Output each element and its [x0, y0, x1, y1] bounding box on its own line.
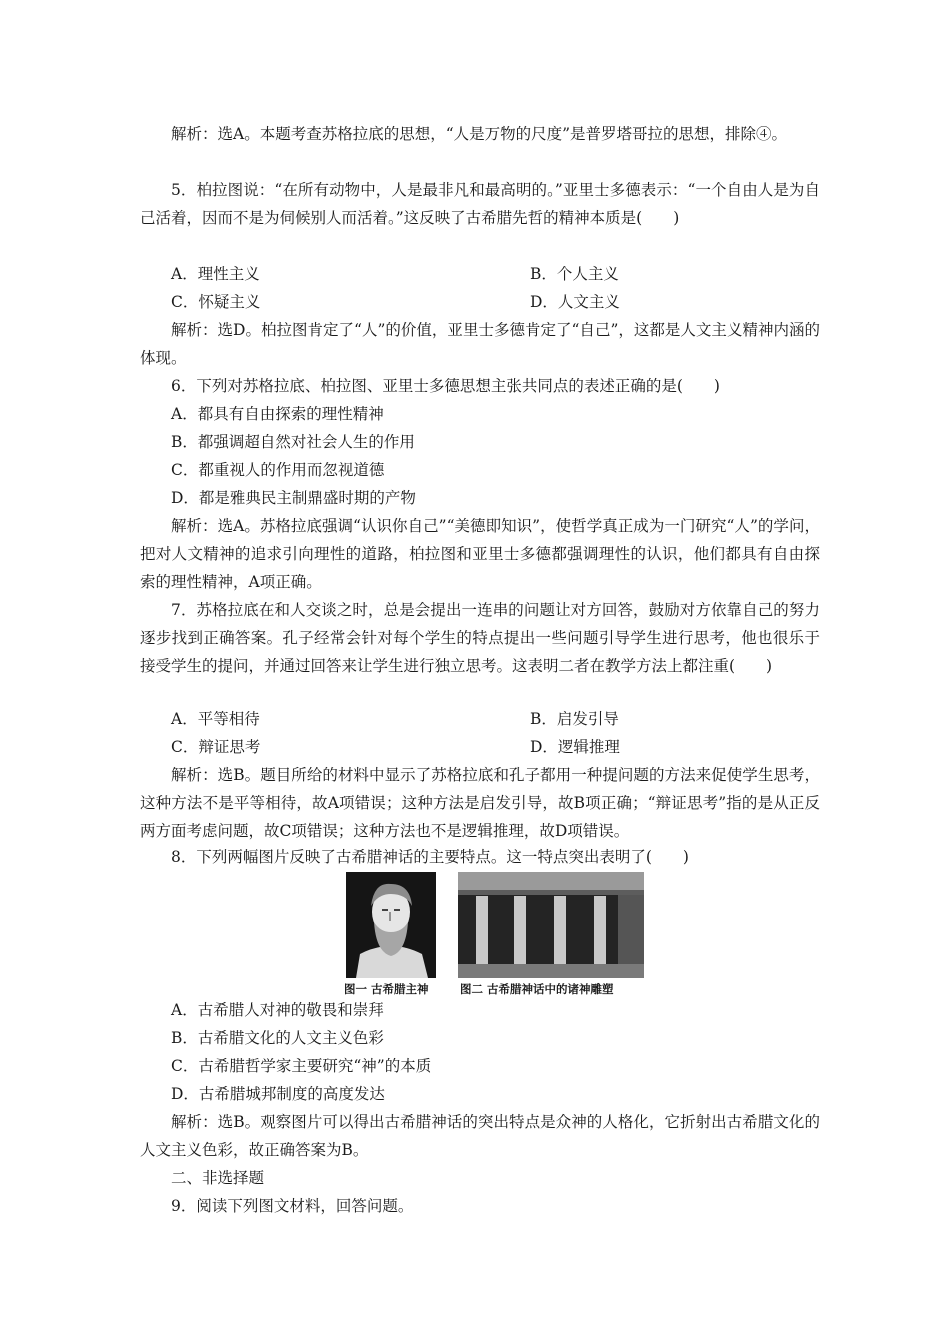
q6-option-b: B．都强调超自然对社会人生的作用: [171, 433, 415, 451]
q7-option-d: D．逻辑推理: [530, 738, 620, 756]
q5-option-c: C．怀疑主义: [171, 293, 261, 311]
caryatids-illustration: [458, 872, 644, 978]
q5-option-b: B．个人主义: [530, 265, 619, 283]
question-8: 8．下列两幅图片反映了古希腊神话的主要特点。这一特点突出表明了( ): [171, 848, 689, 866]
figure-2-caption: 图二 古希腊神话中的诸神雕塑: [460, 982, 614, 996]
q7-explanation: 解析：选B。题目所给的材料中显示了苏格拉底和孔子都用一种提问题的方法来促使学生思考，这种方法不是平等相待，故A项错误；这种方法是启发引导，故B项正确；“辩证思考”指的是从正反两方面考虑问题，故C项错误；这种方法也不是逻辑推理，故D项错误。: [140, 766, 820, 840]
zeus-bust-image: [346, 872, 436, 978]
q6-option-d: D．都是雅典民主制鼎盛时期的产物: [171, 489, 416, 507]
q7-option-a: A．平等相待: [171, 710, 260, 728]
question-7: 7．苏格拉底在和人交谈之时，总是会提出一连串的问题让对方回答，鼓励对方依靠自己的努力逐步找到正确答案。孔子经常会针对每个学生的特点提出一些问题引导学生进行思考，他也很乐于接受学生的提问，并通过回答来让学生进行独立思考。这表明二者在教学方法上都注重( ): [140, 601, 820, 675]
q6-option-a: A．都具有自由探索的理性精神: [171, 405, 384, 423]
question-6: 6．下列对苏格拉底、柏拉图、亚里士多德思想主张共同点的表述正确的是( ): [171, 377, 720, 395]
question-9: 9．阅读下列图文材料，回答问题。: [171, 1197, 414, 1215]
question-5: 5．柏拉图说：“在所有动物中，人是最非凡和最高明的。”亚里士多德表示：“一个自由人是为自己活着，因而不是为伺候别人而活着。”这反映了古希腊先哲的精神本质是( ): [140, 181, 820, 227]
q4-explanation: 解析：选A。本题考查苏格拉底的思想，“人是万物的尺度”是普罗塔哥拉的思想，排除④。: [171, 125, 788, 143]
q8-explanation: 解析：选B。观察图片可以得出古希腊神话的突出特点是众神的人格化，它折射出古希腊文化的人文主义色彩，故正确答案为B。: [140, 1113, 820, 1159]
q7-option-c: C．辩证思考: [171, 738, 261, 756]
q8-option-a: A．古希腊人对神的敬畏和崇拜: [171, 1001, 384, 1019]
q8-option-b: B．古希腊文化的人文主义色彩: [171, 1029, 384, 1047]
q8-option-d: D．古希腊城邦制度的高度发达: [171, 1085, 385, 1103]
figures-row: [344, 872, 644, 998]
figure-1-caption: 图一 古希腊主神: [344, 982, 429, 996]
q7-option-b: B．启发引导: [530, 710, 619, 728]
q5-explanation: 解析：选D。柏拉图肯定了“人”的价值，亚里士多德肯定了“自己”，这都是人文主义精神内涵的体现。: [140, 321, 820, 367]
q6-option-c: C．都重视人的作用而忽视道德: [171, 461, 385, 479]
q6-explanation: 解析：选A。苏格拉底强调“认识你自己”“美德即知识”，使哲学真正成为一门研究“人”的学问，把对人文精神的追求引向理性的道路，柏拉图和亚里士多德都强调理性的认识，他们都具有自由探索的理性精神，A项正确。: [140, 517, 820, 591]
section-heading: 二、非选择题: [171, 1169, 265, 1187]
q5-option-a: A．理性主义: [171, 265, 260, 283]
zeus-bust-illustration: [346, 872, 436, 978]
caryatids-image: [458, 872, 644, 978]
q8-option-c: C．古希腊哲学家主要研究“神”的本质: [171, 1057, 432, 1075]
q5-option-d: D．人文主义: [530, 293, 620, 311]
